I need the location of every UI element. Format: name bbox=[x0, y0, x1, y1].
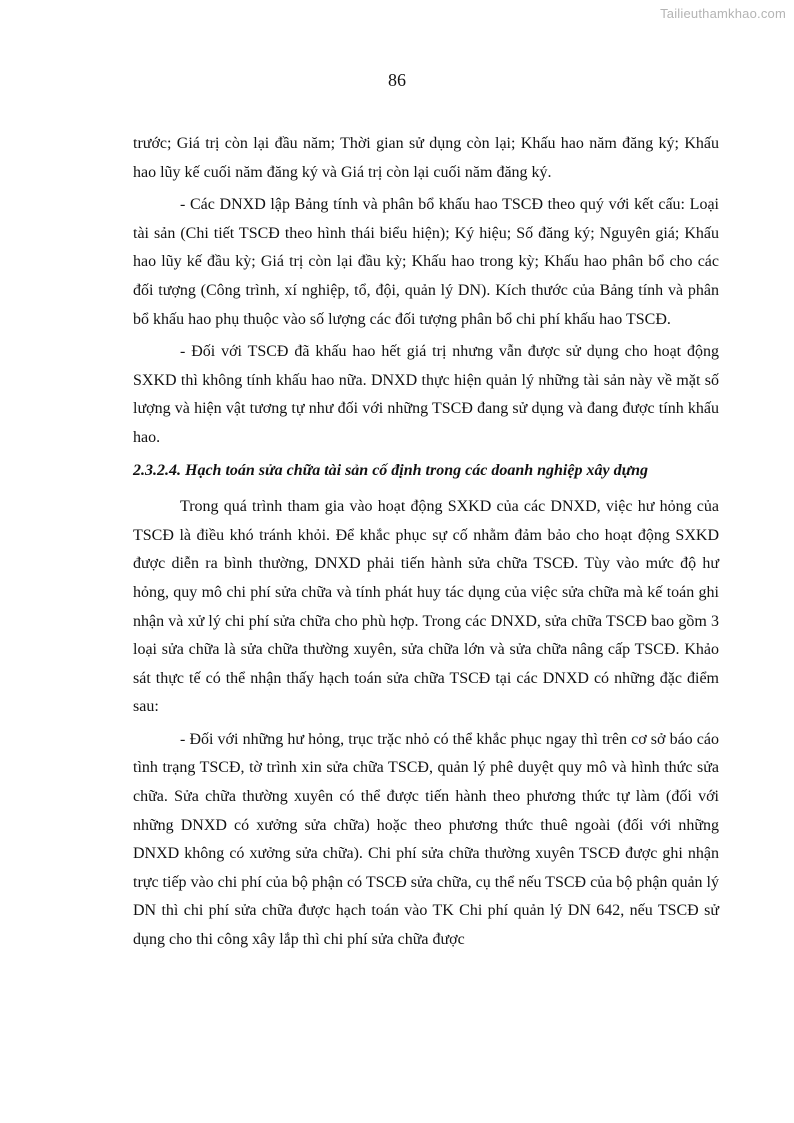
page-number: 86 bbox=[388, 70, 406, 90]
paragraph-repair-intro: Trong quá trình tham gia vào hoạt động SXKD của các DNXD, việc hư hỏng của TSCĐ là điều khó tránh khỏi. Để khắc phục sự cố nhằm đảm bảo cho hoạt động SXKD được diễn ra bình thường, DNXD phải tiến hành sửa chữa TSCĐ. Tùy vào mức độ hư hỏng, quy mô chi phí sửa chữa và tính phát huy tác dụng của việc sửa chữa mà kế toán ghi nhận và xử lý chi phí sửa chữa cho phù hợp. Trong các DNXD, sửa chữa TSCĐ bao gồm 3 loại sửa chữa là sửa chữa thường xuyên, sửa chữa lớn và sửa chữa nâng cấp TSCĐ. Khảo sát thực tế có thể nhận thấy hạch toán sửa chữa TSCĐ tại các DNXD có những đặc điểm sau: bbox=[133, 498, 719, 716]
watermark-text: Tailieuthamkhao.com bbox=[660, 6, 786, 21]
paragraph-continued: trước; Giá trị còn lại đầu năm; Thời gian sử dụng còn lại; Khấu hao năm đăng ký; Khấu hao lũy kế cuối năm đăng ký và Giá trị còn lại cuối năm đăng ký. bbox=[133, 135, 719, 181]
paragraph-depreciation-table: - Các DNXD lập Bảng tính và phân bổ khấu hao TSCĐ theo quý với kết cấu: Loại tài sản (Chi tiết TSCĐ theo hình thái biểu hiện); Ký hiệu; Số đăng ký; Nguyên giá; Khấu hao lũy kế đầu kỳ; Giá trị còn lại đầu kỳ; Khấu hao trong kỳ; Khấu hao phân bổ cho các đối tượng (Công trình, xí nghiệp, tổ, đội, quản lý DN). Kích thước của Bảng tính và phân bổ khấu hao phụ thuộc vào số lượng các đối tượng phân bổ chi phí khấu hao TSCĐ. bbox=[133, 196, 719, 328]
paragraph-minor-repair: - Đối với những hư hỏng, trục trặc nhỏ có thể khắc phục ngay thì trên cơ sở báo cáo tình trạng TSCĐ, tờ trình xin sửa chữa TSCĐ, quản lý phê duyệt quy mô và hình thức sửa chữa. Sửa chữa thường xuyên có thể được tiến hành theo phương thức tự làm (đối với những DNXD có xưởng sửa chữa) hoặc theo phương thức thuê ngoài (đối với những DNXD không có xưởng sửa chữa). Chi phí sửa chữa thường xuyên TSCĐ được ghi nhận trực tiếp vào chi phí của bộ phận có TSCĐ sửa chữa, cụ thể nếu TSCĐ của bộ phận quản lý DN thì chi phí sửa chữa được hạch toán vào TK Chi phí quản lý DN 642, nếu TSCĐ sử dụng cho thi công xây lắp thì chi phí sửa chữa được bbox=[133, 730, 719, 949]
document-body bbox=[133, 130, 719, 959]
paragraph-fully-depreciated: - Đối với TSCĐ đã khấu hao hết giá trị nhưng vẫn được sử dụng cho hoạt động SXKD thì không tính khấu hao nữa. DNXD thực hiện quản lý những tài sản này về mặt số lượng và hiện vật tương tự như đối với những TSCĐ đang sử dụng và đang được tính khấu hao. bbox=[133, 343, 719, 446]
section-heading: 2.3.2.4. Hạch toán sửa chữa tài sản cố định trong các doanh nghiệp xây dựng bbox=[133, 461, 649, 479]
